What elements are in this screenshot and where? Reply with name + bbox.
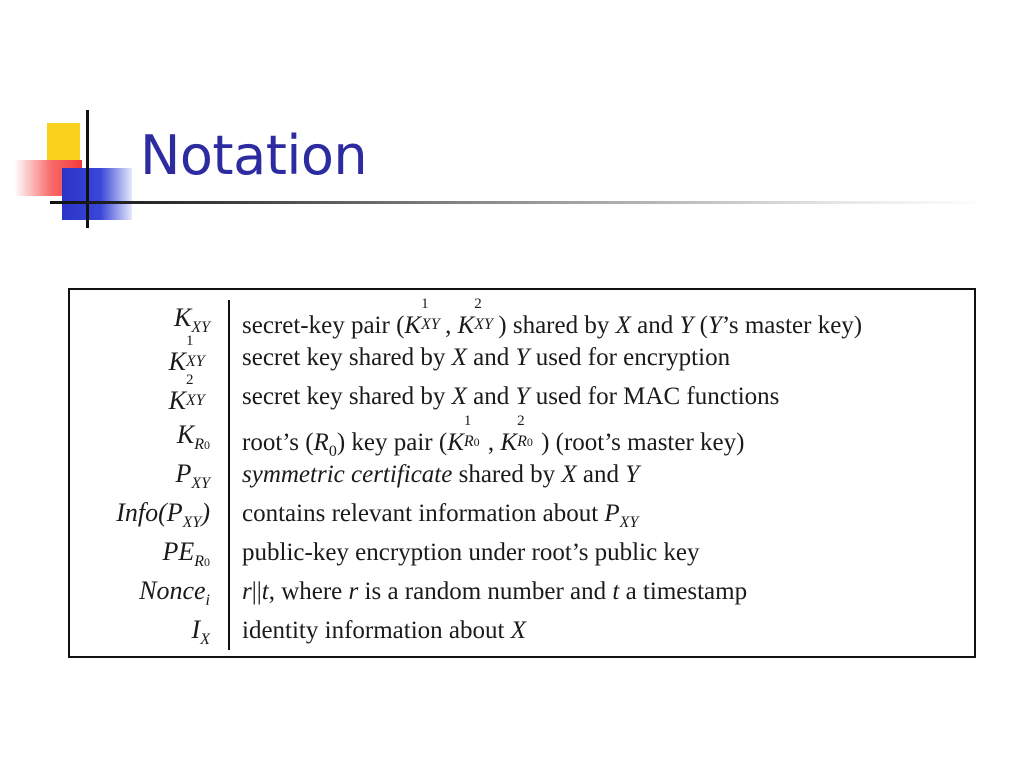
notation-row [70, 296, 974, 340]
logo-blue-square [62, 168, 132, 220]
notation-row [70, 413, 974, 460]
notation-description: contains relevant information about $P_{XY}$ [242, 500, 639, 531]
slide-logo [0, 0, 160, 240]
notation-symbol: $P_{XY}$ [175, 459, 210, 492]
notation-symbol: Nonce$_i$ [139, 576, 210, 609]
notation-description: symmetric certificate shared by X and Y [242, 461, 640, 488]
notation-row [70, 613, 974, 652]
notation-row [70, 574, 974, 613]
notation-row [70, 496, 974, 535]
notation-symbol: K 2 XY [168, 372, 205, 415]
slide-title: Notation [140, 124, 368, 187]
notation-description: secret-key pair (K 1 XY , K 2 XY ) shared by X and Y (Y’s master key) [242, 296, 863, 339]
notation-description: public-key encryption under root’s public key [242, 539, 700, 566]
notation-row [70, 333, 974, 379]
notation-symbol: $K_{R0}$ [176, 420, 210, 453]
notation-row [70, 535, 974, 574]
notation-symbol: $K_{XY}$ [173, 303, 210, 336]
notation-row [70, 457, 974, 496]
notation-symbol: $PE_{R0}$ [162, 537, 210, 570]
notation-description: secret key shared by X and Y used for MAC functions [242, 383, 780, 410]
notation-symbol: $Info(P_{XY})$ [116, 498, 210, 531]
notation-table [68, 288, 976, 658]
notation-description: r||t, where r is a random number and t a timestamp [242, 578, 748, 605]
logo-vertical-line [86, 110, 89, 228]
notation-description: root’s $(R_0)$ key pair (K 1 R0 , K 2 R0 ) (root’s master key) [242, 413, 745, 460]
notation-description: secret key shared by X and Y used for encryption [242, 344, 731, 371]
notation-symbol: $I_X$ [191, 615, 210, 648]
notation-symbol: K 1 XY [168, 333, 205, 376]
logo-yellow-square [47, 123, 80, 163]
notation-description: identity information about X [242, 617, 526, 644]
title-underline [50, 201, 990, 204]
